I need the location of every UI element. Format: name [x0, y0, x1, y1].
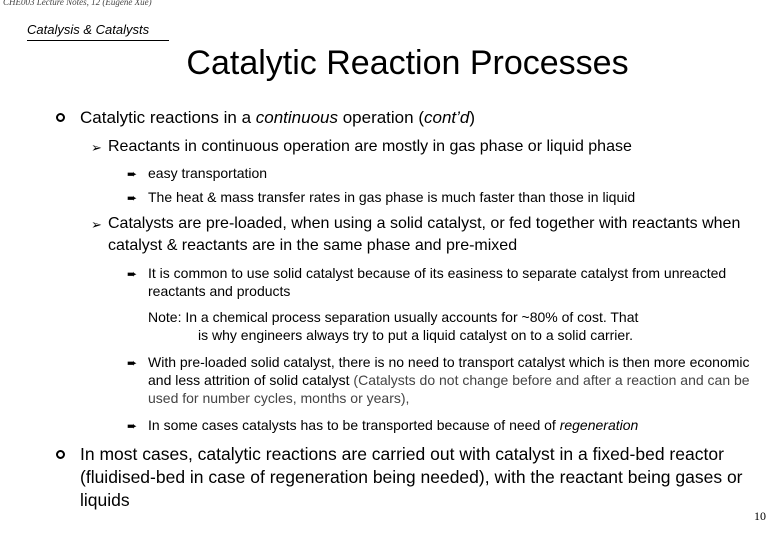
arrow-bullet-icon: ➢ — [91, 217, 102, 232]
ring-bullet-icon — [56, 450, 65, 459]
note-line-2: is why engineers always try to put a liquid catalyst on to a solid carrier. — [198, 327, 633, 343]
sub-point-catalysts — [93, 213, 753, 257]
arrow-bullet-icon: ➢ — [91, 140, 102, 155]
list-item: ➨ The heat & mass transfer rates in gas phase is much faster than those in liquid — [127, 189, 636, 205]
sub-point-reactants — [93, 136, 753, 158]
list-item: ➨ It is common to use solid catalyst because of its easiness to separate catalyst from unreacted reactants and products — [127, 265, 727, 299]
bullet-point-1 — [56, 106, 756, 129]
list-item: ➨ In some cases catalysts has to be transported because of need of regeneration — [127, 417, 639, 433]
bullet-point-2 — [56, 443, 756, 512]
bullet-point-1-text: Catalytic reactions in a continuous operation (cont’d) — [80, 108, 476, 127]
arrow-bullet-icon: ➨ — [127, 167, 138, 181]
arrow-bullet-icon: ➨ — [127, 267, 138, 281]
page-number: 10 — [754, 509, 766, 523]
section-rule — [27, 40, 169, 41]
ring-bullet-icon — [56, 113, 65, 122]
section-tag: Catalysis & Catalysts — [27, 22, 150, 37]
sub-point-reactants-text: Reactants in continuous operation are mostly in gas phase or liquid phase — [108, 138, 632, 155]
bullet-point-2-text: In most cases, catalytic reactions are carried out with catalyst in a fixed-bed reactor (fluidised-bed in case of regeneration being needed), with the reactant being gases or liquids — [80, 444, 743, 510]
note-line-1: Note: In a chemical process separation usually accounts for ~80% of cost. That — [148, 309, 639, 325]
list-item: ➨ With pre-loaded solid catalyst, there is no need to transport catalyst which is then more economic and less attrition of solid catalyst (Catalysts do not change before and after a reaction and can be used for number cycles, months or years), — [127, 354, 750, 406]
header-note: CHE003 Lecture Notes, 12 (Eugene Xue) — [3, 0, 152, 7]
arrow-bullet-icon: ➨ — [127, 191, 138, 205]
page-title: Catalytic Reaction Processes — [186, 44, 629, 82]
list-item: ➨ easy transportation — [127, 165, 268, 181]
arrow-bullet-icon: ➨ — [127, 419, 138, 433]
arrow-bullet-icon: ➨ — [127, 356, 138, 370]
note — [127, 308, 752, 344]
sub-point-catalysts-text: Catalysts are pre-loaded, when using a solid catalyst, or fed together with reactants when catalyst & reactants are in the same phase and pre-mixed — [108, 215, 741, 254]
